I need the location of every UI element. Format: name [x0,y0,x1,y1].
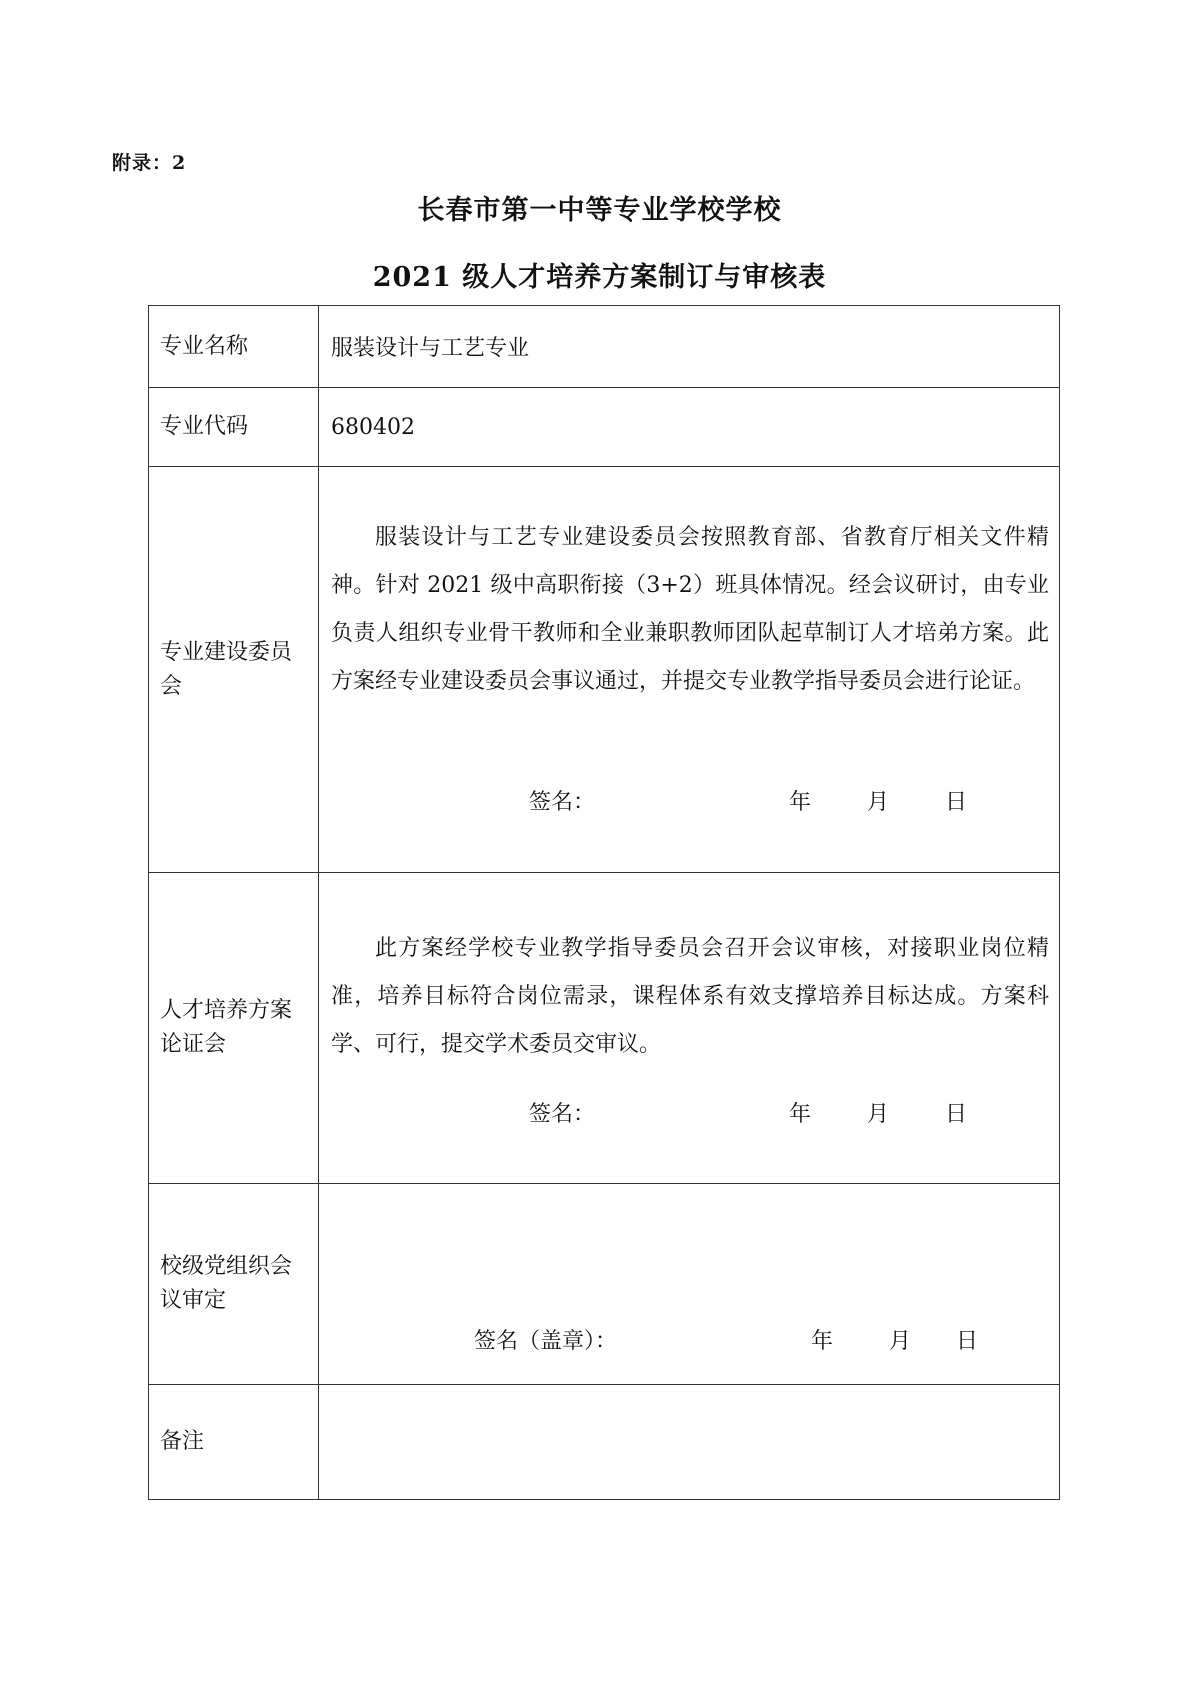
document-title-line2: 2021 级人才培养方案制订与审核表 [372,262,827,293]
major-code-value: 680402 [319,388,1060,467]
day-label: 日 [945,790,968,816]
month-label: 月 [889,1329,912,1355]
signature-label: 签名： [529,790,596,816]
demonstration-label: 人才培养方案论证会 [149,872,319,1183]
party-cell [319,1183,1060,1385]
year-label: 年 [789,790,812,816]
month-label: 月 [867,1101,890,1127]
signature-label: 签名： [529,1101,596,1127]
demonstration-cell [319,872,1060,1183]
row-remarks [149,1385,1060,1500]
review-form-table [148,305,1060,1500]
row-party [149,1183,1060,1385]
major-name-label: 专业名称 [149,306,319,388]
party-label: 校级党组织会议审定 [149,1183,319,1385]
row-committee [149,467,1060,872]
year-label: 年 [789,1101,812,1127]
committee-signature-line [319,788,1059,818]
committee-opinion-text: 服装设计与工艺专业建设委员会按照教育部、省教育厅相关文件精神。针对 2021 级中高职衔接（3+2）班具体情况。经会议研讨，由专业负责人组织专业骨干教师和全业兼职教师团队起草制订人才培弟方案。此方案经专业建设委员会事议通过，并提交专业教学指导委员会进行论证。 [331,525,1049,695]
signature-stamp-label: 签名（盖章）： [474,1329,618,1355]
day-label: 日 [956,1329,979,1355]
appendix-label: 附录：2 [112,152,187,174]
year-label: 年 [811,1329,834,1355]
day-label: 日 [945,1101,968,1127]
major-name-value: 服装设计与工艺专业 [319,306,1060,388]
party-signature-line [319,1327,1059,1357]
row-demonstration [149,872,1060,1183]
remarks-label: 备注 [149,1385,319,1500]
remarks-value [319,1385,1060,1500]
demonstration-opinion-text: 此方案经学校专业教学指导委员会召开会议审核，对接职业岗位精准，培养目标符合岗位需录，课程体系有效支撑培养目标达成。方案科学、可行，提交学术委员交审议。 [331,935,1049,1057]
major-code-label: 专业代码 [149,388,319,467]
committee-label: 专业建设委员会 [149,467,319,872]
row-major-code [149,388,1060,467]
committee-cell [319,467,1060,872]
document-title-line1: 长春市第一中等专业学校学校 [417,195,782,226]
demonstration-signature-line [319,1100,1059,1130]
row-major-name [149,306,1060,388]
month-label: 月 [867,790,890,816]
